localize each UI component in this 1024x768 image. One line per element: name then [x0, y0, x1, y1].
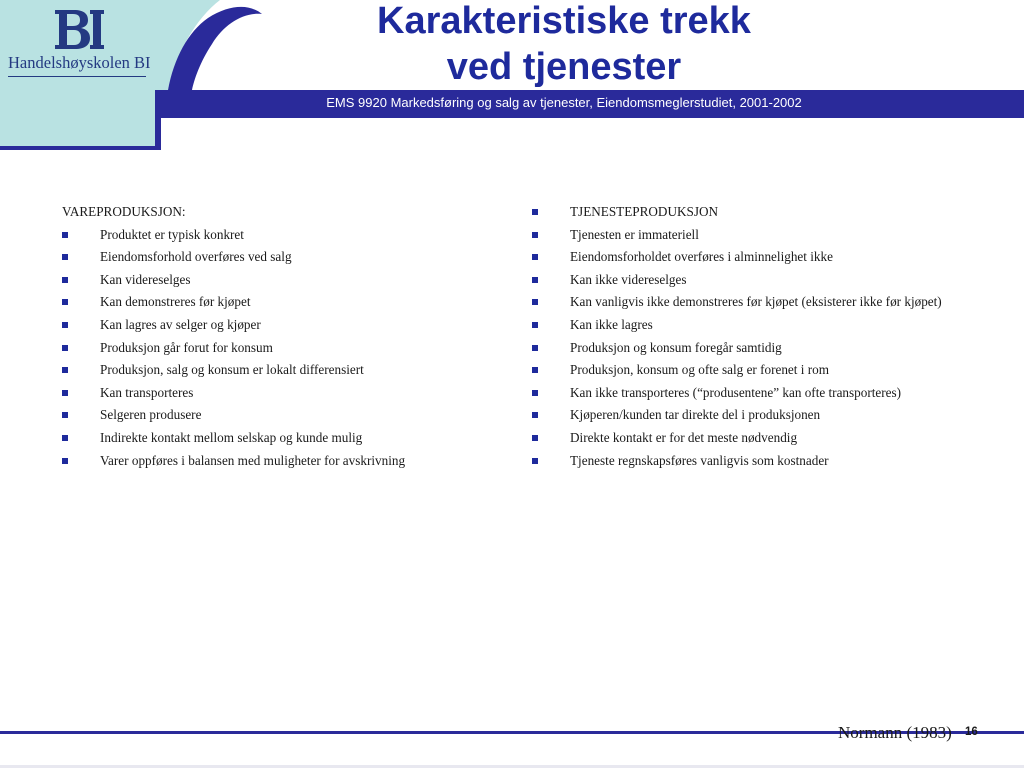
square-bullet-icon — [532, 345, 538, 351]
square-bullet-icon — [62, 254, 68, 260]
goods-production-column — [62, 202, 482, 473]
goods-production-heading: VAREPRODUKSJON: — [62, 204, 186, 219]
list-item: Kan ikke lagres — [532, 315, 972, 334]
square-bullet-icon — [62, 322, 68, 328]
teal-panel-border-bottom — [0, 146, 161, 150]
list-item: Kan videreselges — [62, 270, 482, 289]
square-bullet-icon — [532, 254, 538, 260]
square-bullet-icon — [62, 390, 68, 396]
course-subtitle: EMS 9920 Markedsføring og salg av tjenester, Eiendomsmeglerstudiet, 2001-2002 — [326, 95, 802, 110]
list-item: Kan ikke transporteres (“produsentene” kan ofte transporteres) — [532, 383, 972, 402]
square-bullet-icon — [532, 435, 538, 441]
square-bullet-icon — [532, 390, 538, 396]
square-bullet-icon — [62, 458, 68, 464]
square-bullet-icon — [532, 209, 538, 215]
service-production-column — [532, 202, 972, 473]
square-bullet-icon — [62, 232, 68, 238]
source-citation: Normann (1983) — [838, 723, 952, 742]
goods-production-list — [62, 225, 482, 470]
list-item: Eiendomsforhold overføres ved salg — [62, 247, 482, 266]
list-item: Kan transporteres — [62, 383, 482, 402]
logo-underline — [8, 76, 146, 77]
list-item: Direkte kontakt er for det meste nødvendig — [532, 428, 972, 447]
list-item: Kan demonstreres før kjøpet — [62, 292, 482, 311]
square-bullet-icon — [62, 345, 68, 351]
list-item: Produksjon går forut for konsum — [62, 338, 482, 357]
list-item: Kan ikke videreselges — [532, 270, 972, 289]
logo-school-name: Handelshøyskolen BI — [8, 53, 151, 72]
list-item: Selgeren produsere — [62, 405, 482, 424]
square-bullet-icon — [532, 322, 538, 328]
page-number: 16 — [965, 726, 978, 738]
square-bullet-icon — [532, 458, 538, 464]
slide-title — [300, 0, 828, 90]
list-item: Tjenesten er immateriell — [532, 225, 972, 244]
service-production-list — [532, 202, 972, 470]
list-item: Varer oppføres i balansen med muligheter for avskrivning — [62, 451, 482, 470]
list-item: Produktet er typisk konkret — [62, 225, 482, 244]
square-bullet-icon — [62, 412, 68, 418]
square-bullet-icon — [532, 367, 538, 373]
slide-title-line-2: ved tjenester — [446, 46, 682, 88]
list-item: Indirekte kontakt mellom selskap og kunde mulig — [62, 428, 482, 447]
square-bullet-icon — [62, 299, 68, 305]
list-item: Kjøperen/kunden tar direkte del i produksjonen — [532, 405, 972, 424]
slide-title-line-1: Karakteristiske trekk — [377, 0, 751, 42]
bi-logo-mark — [54, 5, 104, 53]
list-item: Produksjon, salg og konsum er lokalt differensiert — [62, 360, 482, 379]
square-bullet-icon — [62, 367, 68, 373]
list-item: TJENESTEPRODUKSJON — [532, 202, 972, 221]
list-item: Kan lagres av selger og kjøper — [62, 315, 482, 334]
list-item: Produksjon og konsum foregår samtidig — [532, 338, 972, 357]
list-item: Kan vanligvis ikke demonstreres før kjøpet (eksisterer ikke før kjøpet) — [532, 292, 972, 311]
square-bullet-icon — [62, 277, 68, 283]
list-item: Eiendomsforholdet overføres i alminnelighet ikke — [532, 247, 972, 266]
list-item: Tjeneste regnskapsføres vanligvis som kostnader — [532, 451, 972, 470]
square-bullet-icon — [532, 299, 538, 305]
square-bullet-icon — [532, 412, 538, 418]
square-bullet-icon — [532, 232, 538, 238]
list-item: Produksjon, konsum og ofte salg er forenet i rom — [532, 360, 972, 379]
square-bullet-icon — [62, 435, 68, 441]
bi-logo — [0, 0, 155, 90]
square-bullet-icon — [532, 277, 538, 283]
